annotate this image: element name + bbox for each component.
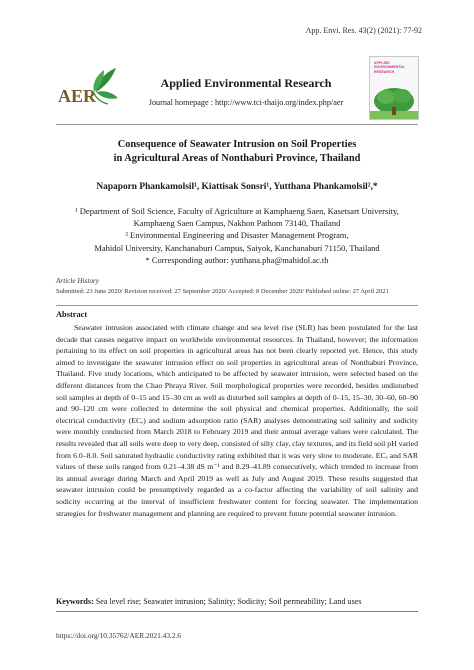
corresponding-author: * Corresponding author: yutthana.pha@mahidol.ac.th (145, 254, 329, 265)
journal-title: Applied Environmental Research (160, 76, 332, 90)
doi-link[interactable]: https://doi.org/10.35762/AER.2021.43.2.6 (56, 631, 182, 640)
cover-title: APPLIED ENVIRONMENTAL RESEARCH (374, 61, 406, 74)
paper-title-line-1: Consequence of Seawater Intrusion on Soil Properties (117, 139, 357, 150)
affiliation-line: Mahidol University, Kanchanaburi Campus, Saiyok, Kanchanaburi 71150, Thailand (94, 242, 380, 253)
author-list: Napaporn Phankamolsil¹, Kiattisak Sonsri¹, Yutthana Phankamolsil²,* (96, 182, 378, 192)
affiliation-line: Kamphaeng Saen Campus, Nakhon Pathom 73140, Thailand (133, 218, 341, 229)
affiliation-line: ² Environmental Engineering and Disaster Management Program, (125, 230, 349, 241)
keywords-list: Sea level rise; Seawater intrusion; Salinity; Sodicity; Soil permeability; Land uses (93, 597, 362, 606)
header-divider (56, 124, 418, 125)
leaf-logo-icon (56, 62, 122, 110)
journal-cover-thumbnail (369, 56, 419, 120)
keywords-label: Keywords: (56, 597, 94, 606)
abstract-divider (56, 305, 418, 306)
journal-homepage[interactable]: Journal homepage : http://www.tci-thaijo.org/index.php/aer (148, 98, 344, 107)
paper-title-line-2: in Agricultural Areas of Nonthaburi Province, Thailand (113, 153, 361, 164)
abstract-body: Seawater intrusion associated with climate change and sea level rise (SLR) has been postulated for the last decade that causes negative impact on worldwide environmental resources. In Thailand, however; the information pertaining to its effect on soil properties in agricultural areas has not been clearly reported yet. Hence, this study aimed to investigate the seawater intrusion effect on soil properties in agricultural areas of Nonthaburi Province, Thailand. Five study locations, which anticipated to be affected by seawater intrusion, were selected based on the different distances from the Chao Phraya River. Soil morphological properties were recorded, besides undisturbed soil samples at depth of 0–15 and 15–30 cm as well as disturbed soil samples at depth of 0–15, 15–30, 30–60, 60–90 and 90–120 cm were collected to determine the soil physical and chemical properties. Additionally, the soil electrical conductivity (ECₑ) and sodium adsorption ratio (SAR) analyses demonstrating soil salinity and sodicity were monthly conducted from March 2018 to February 2019 and their annual average values were calculated. The results revealed that all soils were deep to very deep, consisted of silty clay, clay textures, and its field soil pH varied from 6.0–8.0. Soil saturated hydraulic conductivity rating exhibited that it was very slow to moderate. ECₑ and SAR values of these soils ranged from 0.21–4.38 dS m⁻¹ and 8.29–41.89 consecutively, which trended to increase from its annual average during March and April 2019 as well as July and August 2019. These results suggested that seawater intrusion could be presumptively regarded as a co-factor affecting the variability of soil salinity and sodicity occurring at the interval of insufficient freshwater content for forcing seawater. The implementation strategies for freshwater management and planning are required to prevent future potential seawater intrusion. (56, 323, 418, 518)
paper-title (56, 138, 418, 166)
cover-tree-icon (370, 83, 418, 119)
journal-citation: App. Envi. Res. 43(2) (2021): 77-92 (305, 26, 422, 35)
journal-logo (56, 62, 122, 110)
article-history-dates: Submitted: 23 June 2020/ Revision received: 27 September 2020/ Accepted: 8 December 2020/ Published online: 27 April 2021 (56, 288, 389, 295)
abstract-heading: Abstract (56, 310, 88, 319)
article-history-label: Article History (56, 277, 99, 285)
affiliations (56, 205, 418, 266)
affiliation-line: ¹ Department of Soil Science, Faculty of Agriculture at Kamphaeng Saen, Kasetsart University, (75, 206, 399, 216)
footer-divider (56, 611, 418, 612)
svg-text:AER: AER (58, 86, 97, 106)
keywords (56, 597, 418, 606)
